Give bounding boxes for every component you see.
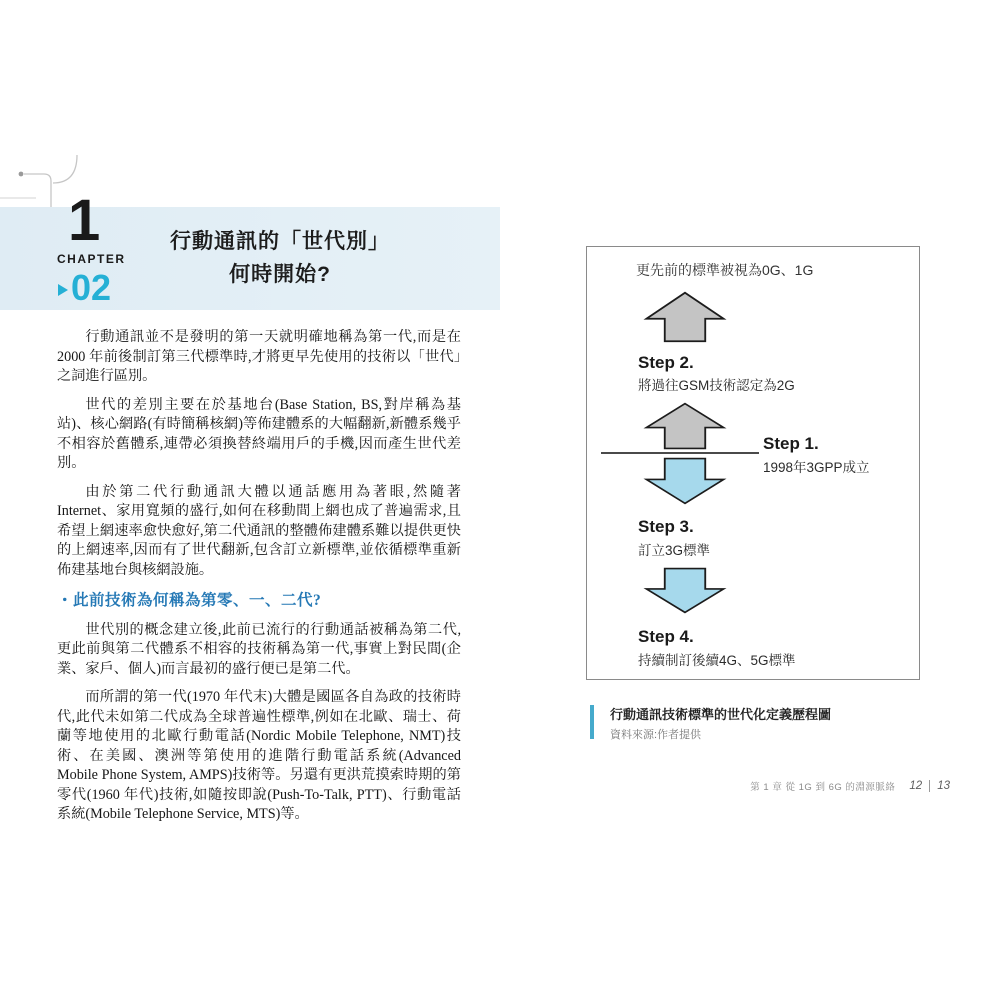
step2-text: 將過往GSM技術認定為2G xyxy=(638,378,795,393)
page-number-divider xyxy=(929,780,930,792)
section-number-text: 02 xyxy=(71,267,112,308)
caption-accent-bar xyxy=(590,705,594,739)
up-arrow-icon xyxy=(639,291,731,343)
step1-label: Step 1. xyxy=(763,434,819,453)
section-subheading xyxy=(57,591,461,611)
down-arrow-icon xyxy=(639,567,731,614)
step4-label: Step 4. xyxy=(638,627,694,646)
paragraph: 世代別的概念建立後,此前已流行的行動通話被稱為第二代,更此前與第二代體系不相容的技術稱為第一代,事實上對民間(企業、家戶、個人)而言最初的盛行便已是第二代。 xyxy=(57,621,461,677)
paragraph: 世代的差別主要在於基地台(Base Station, BS,對岸稱為基站)、核心網路(有時簡稱核網)等佈建體系的大幅翻新,新體系幾乎不相容於舊體系,連帶必須換替終端用戶的手機,因而產生世代差別。 xyxy=(57,396,461,471)
step3-label: Step 3. xyxy=(638,517,694,536)
triangle-icon xyxy=(58,284,68,296)
generation-steps-diagram xyxy=(586,246,920,680)
step4-text: 持續制訂後續4G、5G標準 xyxy=(638,653,796,668)
page-title-line1: 行動通訊的「世代別」 xyxy=(170,230,390,253)
up-arrow-icon xyxy=(639,402,731,450)
paragraph: 行動通訊並不是發明的第一天就明確地稱為第一代,而是在2000 年前後制訂第三代標準時,才將更早先使用的技術以「世代」之詞進行區別。 xyxy=(57,329,461,384)
page-footer xyxy=(740,777,950,795)
subheading-text: 此前技術為何稱為第零、一、二代? xyxy=(73,592,322,609)
step3-text: 訂立3G標準 xyxy=(638,543,711,558)
down-arrow-icon xyxy=(639,457,731,505)
step1-text: 1998年3GPP成立 xyxy=(763,460,870,475)
chapter-number: 1 xyxy=(68,188,101,253)
figure-source: 資料來源:作者提供 xyxy=(610,729,702,741)
page-number-right: 13 xyxy=(937,780,950,792)
timeline-divider xyxy=(601,452,759,454)
paragraph: 由於第二代行動通訊大體以通話應用為著眼,然隨著 Internet、家用寬頻的盛行,如何在移動間上網也成了普遍需求,且希望上網速率愈快愈好,第二代通訊的整體佈建體系難以提供更快的上網速率,因而有了世代翻新,包含訂立新標準,並依循標準重新佈建基地台與核網設施。 xyxy=(57,483,461,578)
diagram-top-note: 更先前的標準被視為0G、1G xyxy=(636,262,814,278)
section-number xyxy=(58,267,112,308)
body-text-column xyxy=(57,328,461,834)
paragraph: 而所謂的第一代(1970 年代末)大體是國區各自為政的技術時代,此代未如第二代成為全球普遍性標準,例如在北歐、瑞士、荷蘭等地使用的北歐行動電話(Nordic Mobile Telephone, NMT)技術、在美國、澳洲等第使用的進階行動電話系統(Advanced Mobile Phone System, AMPS)技術等。另還有更洪荒摸索時期的第零代(1960 年代)技術,如隨按即說(Push-To-Talk, PTT)、行動電話系統(Mobile Telephone Service, MTS)等。 xyxy=(57,689,461,822)
chapter-label: CHAPTER xyxy=(57,252,126,266)
page-number-left: 12 xyxy=(909,780,923,792)
bullet-icon: ・ xyxy=(57,592,74,609)
page-title-line2: 何時開始? xyxy=(229,263,331,286)
footer-chapter-text: 第 1 章 從 1G 到 6G 的淵源脈絡 xyxy=(750,782,896,793)
page-title xyxy=(130,225,430,291)
page-numbers xyxy=(909,780,950,792)
figure-caption: 行動通訊技術標準的世代化定義歷程圖 xyxy=(610,707,832,722)
step2-label: Step 2. xyxy=(638,353,694,372)
